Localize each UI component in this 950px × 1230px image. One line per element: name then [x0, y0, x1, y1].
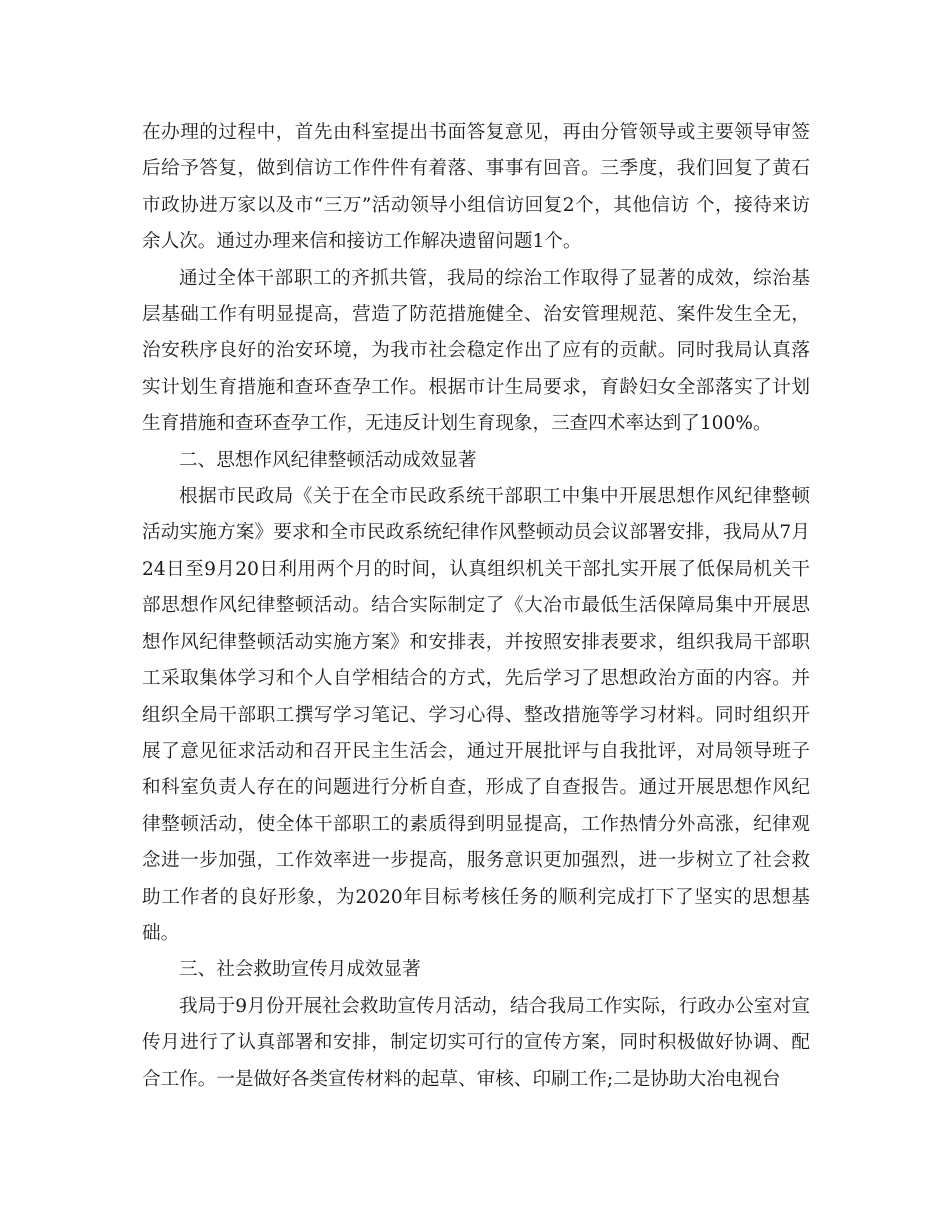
paragraph-comprehensive-governance: 通过全体干部职工的齐抓共管，我局的综治工作取得了显著的成效，综治基层基础工作有明显提高，营造了防范措施健全、治安管理规范、案件发生全无，治安秩序良好的治安环境，为我市社会稳定作出了应有的贡献。同时我局认真落实计划生育措施和查环查孕工作。根据市计生局要求，育龄妇女全部落实了计划生育措施和查环查孕工作，无违反计划生育现象，三查四术率达到了100%。: [142, 267, 810, 435]
section-heading-discipline-rectification: 二、思想作风纪律整顿活动成效显著: [179, 449, 477, 471]
section-heading-publicity-month: 三、社会救助宣传月成效显著: [179, 959, 421, 981]
paragraph-discipline-rectification: 根据市民政局《关于在全市民政系统干部职工中集中开展思想作风纪律整顿活动实施方案》要求和全市民政系统纪律作风整顿动员会议部署安排，我局从7月24日至9月20日利用两个月的时间，认真组织机关干部扎实开展了低保局机关干部思想作风纪律整顿活动。结合实际制定了《大冶市最低生活保障局集中开展思想作风纪律整顿活动实施方案》和安排表，并按照安排表要求，组织我局干部职工采取集体学习和个人自学相结合的方式，先后学习了思想政治方面的内容。并组织全局干部职工撰写学习笔记、学习心得、整改措施等学习材料。同时组织开展了意见征求活动和召开民主生活会，通过开展批评与自我批评，对局领导班子和科室负责人存在的问题进行分析自查，形成了自查报告。通过开展思想作风纪律整顿活动，使全体干部职工的素质得到明显提高，工作热情分外高涨，纪律观念进一步加强，工作效率进一步提高，服务意识更加强烈，进一步树立了社会救助工作者的良好形象，为2020年目标考核任务的顺利完成打下了坚实的思想基础。: [142, 486, 810, 944]
paragraph-continued: 在办理的过程中，首先由科室提出书面答复意见，再由分管领导或主要领导审签后给予答复，做到信访工作件件有着落、事事有回音。三季度，我们回复了黄石市政协进万家以及市“三万”活动领导小组信访回复2个，其他信访 个，接待来访 余人次。通过办理来信和接访工作解决遗留问题1个。: [142, 122, 810, 253]
paragraph-publicity-month: 我局于9月份开展社会救助宣传月活动，结合我局工作实际，行政办公室对宣传月进行了认真部署和安排，制定切实可行的宣传方案，同时积极做好协调、配合工作。一是做好各类宣传材料的起草、审核、印刷工作;二是协助大冶电视台: [142, 995, 810, 1090]
document-body: [142, 115, 810, 1098]
